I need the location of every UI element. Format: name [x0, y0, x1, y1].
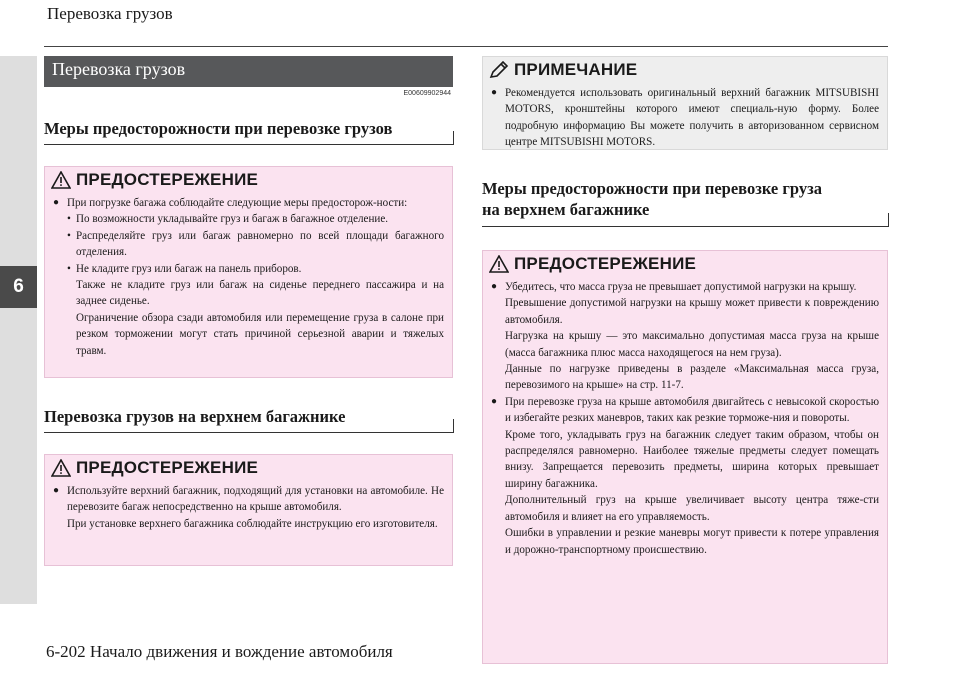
- list-item: ● При погрузке багажа соблюдайте следующие меры предосторож-ности:: [53, 195, 444, 211]
- chapter-side-tab: [0, 56, 37, 604]
- bullet-icon: ●: [491, 395, 498, 407]
- document-id: E00609902944: [403, 90, 451, 97]
- note-label: ПРИМЕЧАНИЕ: [514, 60, 638, 79]
- section-heading-roof-rack: Перевозка грузов на верхнем багажнике: [44, 406, 453, 433]
- list-item: • По возможности укладывайте груз и багаж в багажное отделение.: [67, 213, 389, 226]
- chapter-number: 6: [0, 266, 37, 308]
- list-item: ● Убедитесь, что масса груза не превышает допустимой нагрузки на крышу.: [491, 279, 879, 295]
- section-band-title: Перевозка грузов: [44, 56, 453, 87]
- page-header-title: Перевозка грузов: [47, 4, 173, 23]
- paragraph: Ограничение обзора сзади автомобиля или перемещение груза в салоне при резком торможении могут стать причиной серьезной аварии и тяжелых травм.: [76, 311, 444, 357]
- warning-box-cargo: [44, 166, 453, 378]
- paragraph: Превышение допустимой нагрузки на крышу может привести к повреждению автомобиля.: [505, 297, 879, 326]
- note-box-title: [483, 57, 887, 83]
- section-heading-roof-cargo-precautions: Меры предосторожности при перевозке груза на верхнем багажнике: [482, 178, 888, 227]
- bullet-icon: ●: [53, 485, 60, 496]
- paragraph: Нагрузка на крышу — это максимально допустимая масса груза на крыше (масса багажника плюс масса находящегося на нем груза).: [505, 330, 879, 359]
- paragraph: Дополнительный груз на крыше увеличивает высоту центра тяже-сти автомобиля и влияет на его управляемость.: [505, 494, 879, 523]
- warning-triangle-icon: [51, 459, 71, 477]
- bullet-icon: ●: [491, 281, 498, 292]
- warning-label: ПРЕДОСТЕРЕЖЕНИЕ: [76, 170, 259, 189]
- paragraph: Данные по нагрузке приведены в разделе «Максимальная масса груза, перевозимого на крыше» на стр. 11-7.: [505, 363, 879, 392]
- paragraph: Также не кладите груз или багаж на сиденье переднего пассажира и на заднее сиденье.: [76, 279, 444, 308]
- warning-box-body: [45, 481, 452, 536]
- list-item: ● Используйте верхний багажник, подходящий для установки на автомобиле. Не перевозите багаж непосредственно на крыше автомобиля.: [53, 483, 444, 516]
- paragraph: Кроме того, укладывать груз на багажник следует таким образом, чтобы он распределялся равномерно. Наиболее тяжелые предметы следует помещать внизу. Запрещается перевозить предметы, ширина которых превышает ширину багажника.: [505, 428, 879, 490]
- warning-box-roof-rack: [44, 454, 453, 566]
- list-item: ● При перевозке груза на крыше автомобиля двигайтесь с невысокой скоростью и избегайте резких маневров, таких как резкие торможе-ния и повороты.: [491, 394, 879, 427]
- list-item: ● Рекомендуется использовать оригинальный верхний багажник MITSUBISHI MOTORS, кронштейны которого имеют специаль-ную форму. Более подробную информацию Вы можете получить в авторизованном сервисном центре MITSUBISHI MOTORS.: [491, 85, 879, 151]
- note-box-body: [483, 83, 887, 155]
- bullet-icon: ●: [491, 87, 498, 98]
- bullet-icon: ●: [53, 197, 60, 208]
- paragraph: Ошибки в управлении и резкие маневры могут привести к потере управления и дорожно-транспортному происшествию.: [505, 527, 879, 556]
- paragraph: При установке верхнего багажника соблюдайте инструкцию его изготовителя.: [67, 517, 438, 530]
- warning-box-body: [45, 193, 452, 363]
- pencil-icon: [489, 61, 509, 79]
- warning-box-body: [483, 277, 887, 562]
- warning-box-roof-cargo: [482, 250, 888, 664]
- warning-box-title: [45, 455, 452, 481]
- warning-triangle-icon: [489, 255, 509, 273]
- note-box: [482, 56, 888, 150]
- page-footer: 6-202 Начало движения и вождение автомобиля: [46, 642, 393, 661]
- warning-box-title: [483, 251, 887, 277]
- section-heading-cargo-precautions: Меры предосторожности при перевозке грузов: [44, 118, 453, 145]
- warning-triangle-icon: [51, 171, 71, 189]
- warning-box-title: [45, 167, 452, 193]
- warning-label: ПРЕДОСТЕРЕЖЕНИЕ: [514, 254, 697, 273]
- warning-label: ПРЕДОСТЕРЕЖЕНИЕ: [76, 458, 259, 477]
- list-item: • Распределяйте груз или багаж равномерно по всей площади багажного отделения.: [67, 229, 444, 259]
- list-item: • Не кладите груз или багаж на панель приборов.: [67, 262, 302, 275]
- header-rule: [44, 46, 888, 47]
